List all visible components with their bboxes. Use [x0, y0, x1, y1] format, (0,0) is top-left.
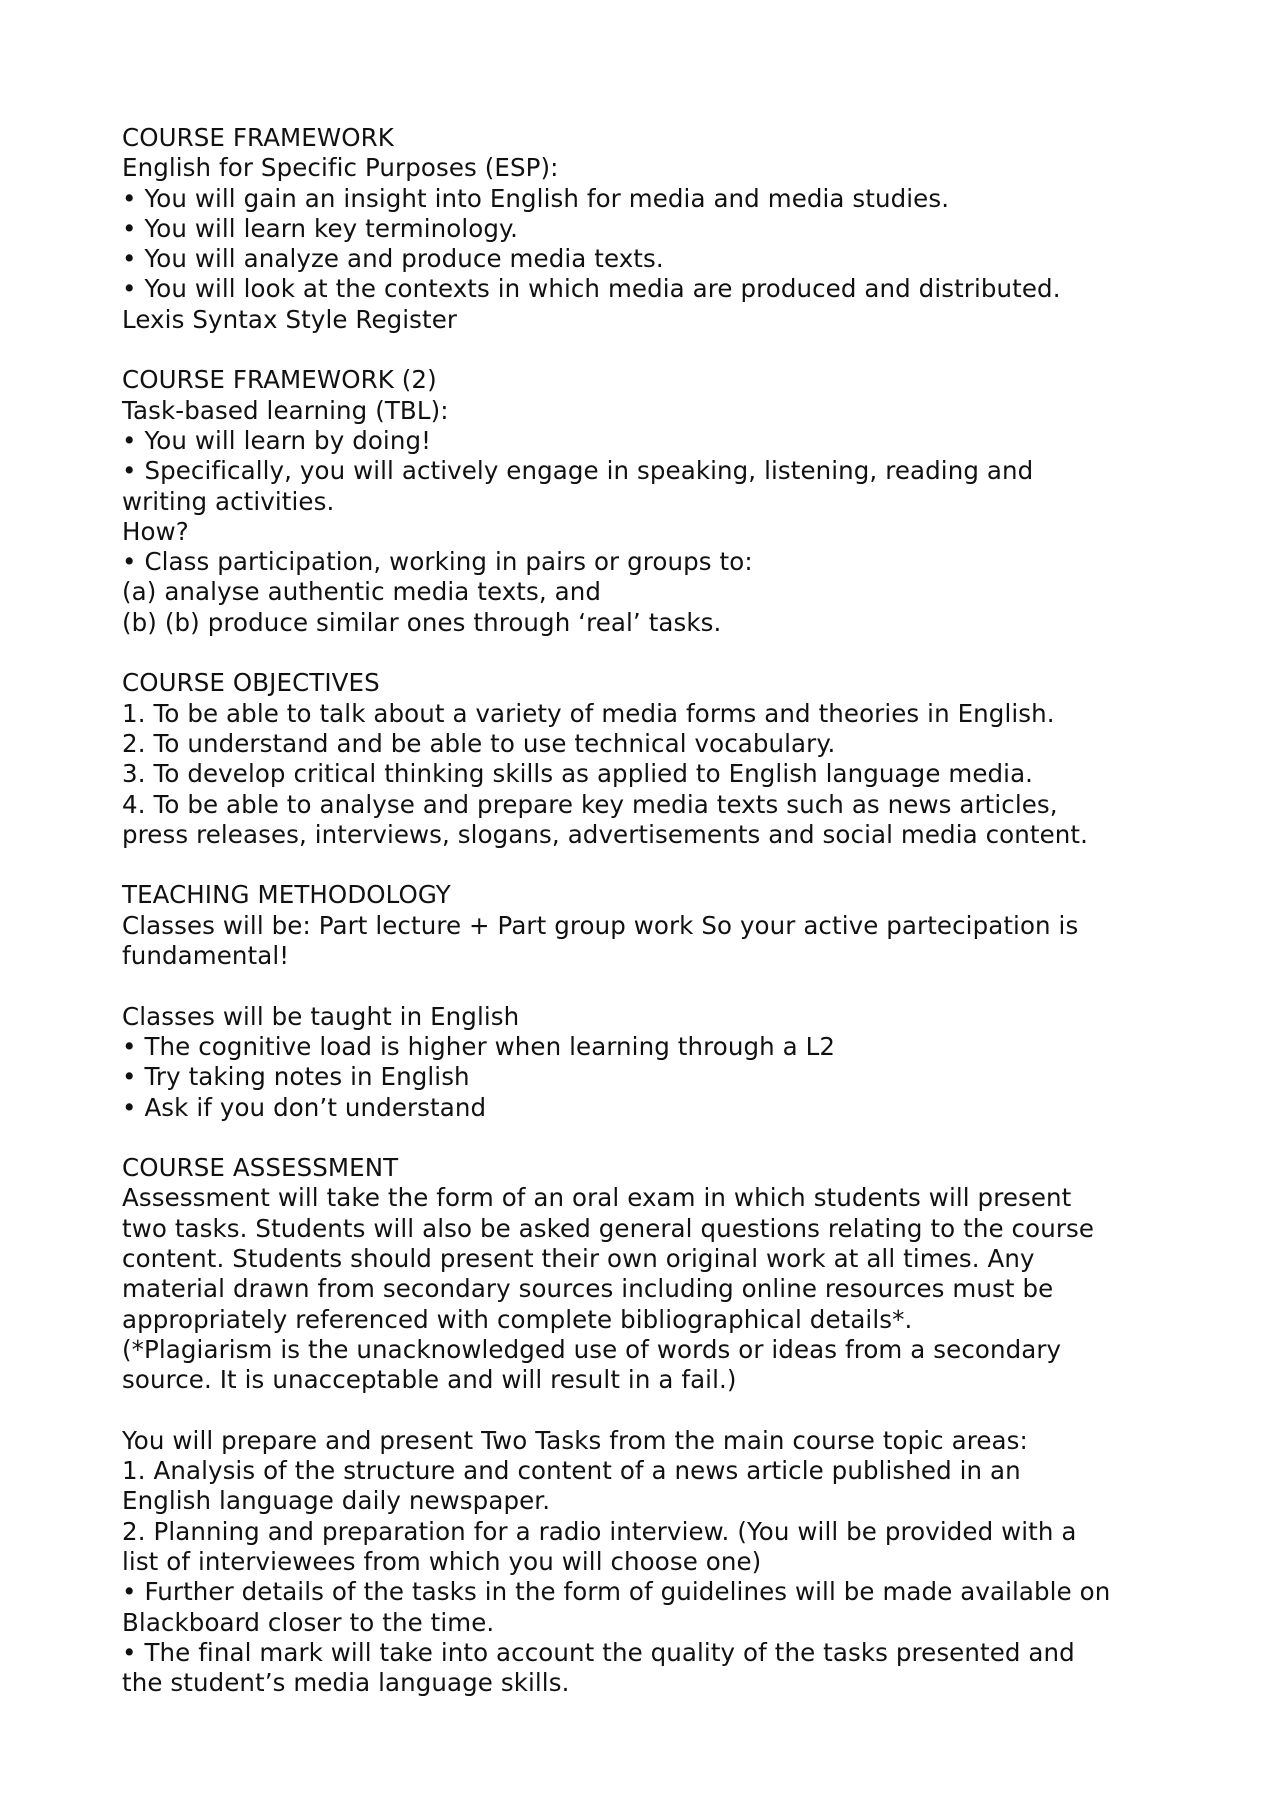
text-line: fundamental! [122, 941, 290, 971]
section-tasks [122, 1426, 1172, 1699]
section-heading: COURSE FRAMEWORK (2) [122, 365, 437, 395]
text-line: Lexis Syntax Style Register [122, 304, 458, 334]
bullet-item: • Specifically, you will actively engage in speaking, listening, reading and [122, 456, 1034, 486]
section-course-framework-2 [122, 365, 1172, 638]
bullet-item: • The final mark will take into account the quality of the tasks presented and [122, 1637, 1075, 1667]
section-heading: COURSE ASSESSMENT [122, 1153, 399, 1183]
bullet-item: • Further details of the tasks in the form of guidelines will be made available on [122, 1577, 1111, 1607]
text-line: content. Students should present their own original work at all times. Any [122, 1243, 1035, 1273]
text-line: Blackboard closer to the time. [122, 1607, 495, 1637]
numbered-item: 2. To understand and be able to use technical vocabulary. [122, 728, 836, 758]
numbered-item: 1. Analysis of the structure and content of a news article published in an [122, 1456, 1021, 1486]
bullet-item: • You will learn by doing! [122, 425, 432, 455]
bullet-item: • You will learn key terminology. [122, 213, 518, 243]
list-item: (b) (b) produce similar ones through ‘real’ tasks. [122, 607, 722, 637]
section-heading: TEACHING METHODOLOGY [122, 880, 451, 910]
text-line: Classes will be taught in English [122, 1001, 520, 1031]
text-line: list of interviewees from which you will choose one) [122, 1546, 762, 1576]
section-teaching-methodology [122, 880, 1172, 971]
text-line: source. It is unacceptable and will result in a fail.) [122, 1365, 737, 1395]
text-line: English language daily newspaper. [122, 1486, 551, 1516]
text-line: appropriately referenced with complete bibliographical details*. [122, 1304, 913, 1334]
numbered-item: 1. To be able to talk about a variety of media forms and theories in English. [122, 698, 1055, 728]
spacer [122, 335, 1172, 365]
text-line: Task-based learning (TBL): [122, 395, 449, 425]
text-line: Classes will be: Part lecture + Part group work So your active partecipation is [122, 910, 1079, 940]
bullet-item: • Ask if you don’t understand [122, 1092, 487, 1122]
text-line: material drawn from secondary sources including online resources must be [122, 1274, 1054, 1304]
text-line: You will prepare and present Two Tasks from the main course topic areas: [122, 1425, 1028, 1455]
bullet-item: • Try taking notes in English [122, 1062, 470, 1092]
bullet-item: • Class participation, working in pairs or groups to: [122, 547, 753, 577]
section-course-objectives [122, 668, 1172, 850]
numbered-item: 4. To be able to analyse and prepare key media texts such as news articles, [122, 789, 1058, 819]
bullet-item: • The cognitive load is higher when learning through a L2 [122, 1031, 836, 1061]
numbered-item: 3. To develop critical thinking skills as applied to English language media. [122, 759, 1034, 789]
text-line: the student’s media language skills. [122, 1668, 570, 1698]
text-line: writing activities. [122, 486, 335, 516]
text-line: (*Plagiarism is the unacknowledged use of words or ideas from a secondary [122, 1334, 1062, 1364]
spacer [122, 1123, 1172, 1153]
text-line: two tasks. Students will also be asked general questions relating to the course [122, 1213, 1095, 1243]
text-line: English for Specific Purposes (ESP): [122, 153, 559, 183]
text-line: press releases, interviews, slogans, advertisements and social media content. [122, 819, 1088, 849]
spacer [122, 971, 1172, 1001]
section-heading: COURSE FRAMEWORK [122, 123, 394, 152]
text-line: How? [122, 516, 189, 546]
list-item: (a) analyse authentic media texts, and [122, 577, 602, 607]
bullet-item: • You will gain an insight into English for media and media studies. [122, 183, 950, 213]
document-page [122, 123, 1172, 1698]
text-line: Assessment will take the form of an oral exam in which students will present [122, 1183, 1072, 1213]
spacer [122, 850, 1172, 880]
bullet-item: • You will analyze and produce media texts. [122, 244, 664, 274]
numbered-item: 2. Planning and preparation for a radio interview. (You will be provided with a [122, 1516, 1077, 1546]
bullet-item: • You will look at the contexts in which media are produced and distributed. [122, 274, 1061, 304]
section-heading: COURSE OBJECTIVES [122, 668, 380, 698]
spacer [122, 638, 1172, 668]
spacer [122, 1395, 1172, 1425]
section-course-framework [122, 123, 1172, 335]
section-course-assessment [122, 1153, 1172, 1395]
section-language [122, 1002, 1172, 1123]
